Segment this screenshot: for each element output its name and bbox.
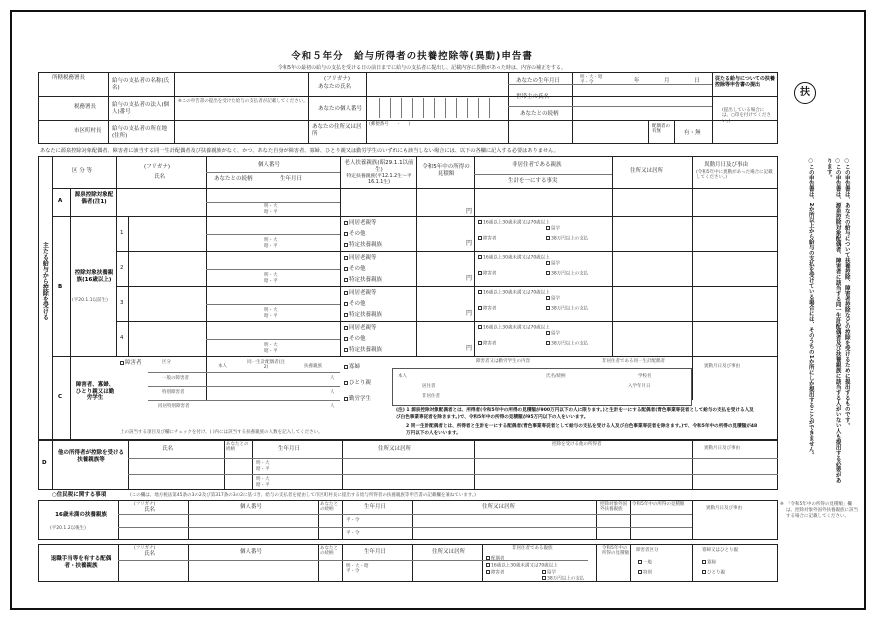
ret-furigana: (フリガナ) — [134, 546, 156, 551]
row-b1-nr1[interactable]: 16歳以上30歳未満又は70歳以上 — [478, 220, 550, 226]
ret-number: 個人番号 — [240, 549, 263, 555]
row-b4-num: 4 — [120, 335, 124, 341]
u16-era2[interactable]: 平・令 — [346, 531, 360, 536]
row-b1-opt3[interactable]: 特定扶養親族 — [344, 242, 382, 249]
d-address: 住所又は居所 — [378, 446, 412, 452]
col-change: 異動月日及び事由 — [704, 162, 749, 168]
birth-day-suffix: 日 — [694, 78, 700, 84]
c-change: 異動月日及び事由 — [704, 364, 740, 369]
row-b3-nr3[interactable]: 障害者 — [478, 306, 497, 312]
row-b3-opt1[interactable]: 同居老親等 — [344, 290, 377, 297]
payer-address-label: 給与の支払者の所在地(住所) — [112, 126, 168, 139]
row-c-letter: C — [58, 394, 63, 400]
right-note-1: ○この申告書は、あなたの給与について扶養控除、障害者控除などの控除を受けるために提出するものです。 — [843, 158, 850, 428]
tax-office-label: 所轄税務署長 — [52, 75, 86, 81]
u16-nonres-exclusion: 控除対象外国外扶養親族 — [600, 502, 627, 513]
your-address-label: あなたの住所又は居所 — [312, 124, 362, 137]
c-cohabiting: 同居特別障害者 — [158, 404, 190, 409]
row-b3-yen: 円 — [466, 310, 473, 317]
retire-label: 退職手当等を有する配偶者・扶養親族 — [50, 556, 112, 569]
furigana-label: (フリガナ) — [324, 76, 351, 82]
ret-disabled-cat: 障害者区分 — [636, 548, 659, 553]
ret-single-parent[interactable]: ひとり親 — [702, 570, 725, 576]
col-nonresident: 非居住者である親族 — [512, 162, 562, 168]
c-in-person: 本人 — [398, 374, 407, 379]
c-general: 一般の障害者 — [162, 376, 189, 381]
ret-nr4[interactable]: 留学 — [542, 570, 556, 576]
c-persons-2: 人 — [330, 390, 335, 395]
ret-relation: あなたとの続柄 — [320, 546, 338, 557]
d-birth: 生年月日 — [278, 446, 301, 452]
row-b2-num: 2 — [120, 265, 124, 271]
c-persons-3: 人 — [330, 404, 335, 409]
d-change: 異動月日及び事由 — [704, 446, 740, 451]
d-letter: D — [42, 460, 47, 466]
payer-number-note: ※この申告書の提出を受けた給与の支払者が記載してください。 — [178, 99, 308, 104]
postal-label: (郵便番号 - ) — [369, 122, 411, 127]
c-disabled[interactable]: 障害者 — [120, 360, 142, 367]
under16-label: 16歳未満の扶養親族 — [55, 512, 107, 518]
c-student[interactable]: 勤労学生 — [344, 396, 371, 403]
c-school: 学校名 — [638, 374, 652, 379]
row-b2-nr3[interactable]: 障害者 — [478, 271, 497, 277]
ret-nr3[interactable]: 障害者 — [486, 570, 505, 576]
row-a-label: 源泉控除対象配偶者(注1) — [74, 192, 114, 205]
ret-special[interactable]: 特別 — [638, 570, 652, 576]
row-a-era2[interactable]: 昭・平 — [264, 210, 278, 215]
payer-name-label: 給与の支払者の名称(氏名) — [112, 78, 170, 91]
d-era3[interactable]: 明・大 — [256, 477, 270, 482]
u16-address: 住所又は居所 — [482, 504, 516, 510]
intro-text: あなたに源泉控除対象配偶者、障害者に該当する同一生計配偶者及び扶養親族がなく、かつ、あなた自身が障害者、寡婦、ひとり親又は勤労学生のいずれにも該当しない場合には、以下の各欄に記入する必要はありません。 — [40, 148, 559, 154]
birth-label: あなたの生年月日 — [516, 78, 561, 84]
householder-label: 世帯主の氏名 — [516, 94, 550, 100]
birth-era-options[interactable]: 明・大・昭 平・令 — [580, 75, 603, 86]
c-name-col: 氏名/続柄 — [546, 374, 566, 379]
d-label: 他の所得者が控除を受ける扶養親族等 — [57, 450, 124, 463]
d-other-payer: 控除を受ける他の所得者 — [552, 442, 602, 447]
c-persons-1: 人 — [330, 376, 335, 381]
ret-nr2[interactable]: 16歳以上30歳未満又は70歳以上 — [486, 563, 558, 569]
row-b1-era2[interactable]: 昭・平 — [264, 244, 278, 249]
col-name: 氏名 — [154, 174, 166, 180]
col-address: 住所又は居所 — [630, 168, 664, 174]
row-b3-opt2[interactable]: その他 — [344, 301, 366, 308]
row-b1-nr4[interactable]: 38万円以上の支払 — [546, 236, 588, 242]
d-name: 氏名 — [162, 446, 174, 452]
ret-nr1[interactable]: 配偶者 — [486, 556, 505, 562]
col-same-life: 生計を一にする事実 — [508, 178, 558, 184]
row-b3-num: 3 — [120, 300, 124, 306]
your-name-label: あなたの氏名 — [318, 84, 352, 90]
u16-birth: 生年月日 — [364, 504, 387, 510]
side-title: 従たる給与についての扶養控除等申告書の提出 — [715, 76, 775, 88]
row-b4-nr2[interactable]: 留学 — [546, 331, 560, 337]
row-b1-opt2[interactable]: その他 — [344, 231, 366, 238]
ret-widow-single: 寡婦又はひとり親 — [702, 548, 738, 553]
row-b4-era2[interactable]: 昭・平 — [264, 349, 278, 354]
under16-sub: (平20.1.2以後生) — [50, 526, 86, 531]
row-b4-nr1[interactable]: 16歳以上30歳未満又は70歳以上 — [478, 325, 550, 331]
col-birth: 生年月日 — [280, 176, 303, 182]
ret-era[interactable]: 明・大・昭 平・令 — [346, 564, 369, 575]
row-b3-nr2[interactable]: 留学 — [546, 296, 560, 302]
c-residence: 居住者 — [422, 384, 436, 389]
ret-nr5[interactable]: 38万円以上の支払 — [542, 576, 584, 582]
your-name-input[interactable] — [368, 74, 506, 94]
c-category: 区分 — [162, 360, 171, 365]
birth-year-suffix: 年 — [634, 78, 640, 84]
c-nonresident-col: 非居住者である同一生計配偶者 — [602, 359, 665, 364]
form-subtitle: 令和5年の最初の給与の支払を受ける日の前日までに給与の支払者に提出し、記載内容に異動があった時は、内容の補正をする。 — [277, 65, 567, 71]
u16-number: 個人番号 — [240, 504, 263, 510]
row-b-letter: B — [58, 284, 63, 290]
row-b1-era[interactable]: 明・大 — [264, 238, 278, 243]
row-b2-opt3[interactable]: 特定扶養親族 — [344, 277, 382, 284]
c-same-spouse: 同一生計配偶者(注2) — [247, 360, 285, 371]
col-elderly: 老人扶養親族(昭29.1.1以前生) — [344, 160, 414, 173]
row-b2-nr1[interactable]: 16歳以上30歳未満又は70歳以上 — [478, 255, 550, 261]
fu-mark: 扶 — [794, 82, 816, 104]
row-a-letter: A — [58, 198, 63, 204]
col-relation: あなたとの続柄 — [214, 176, 253, 182]
main-section-label: 主たる給与から控除を受ける — [41, 242, 49, 320]
right-note-2: ○この申告書は、源泉控除対象配偶者、障害者に該当する同一生計配偶者及び扶養親族に該当する人がいない人も提出する必要があります。 — [825, 158, 841, 483]
spouse-value[interactable]: 有・無 — [684, 130, 701, 136]
row-b4-opt3[interactable]: 特定扶養親族 — [344, 347, 382, 354]
form-frame — [10, 10, 866, 610]
d-relation: あなたとの続柄 — [226, 442, 249, 453]
row-a-yen: 円 — [466, 208, 473, 215]
c-note2: 2 同一生計配偶者とは、所得者と生計を一にする配偶者(青色事業専従者として給与の支払を受ける人及び白色事業専従者を除きます。)で、令和5年中の所得の見積額が48万円以下の人をいいます。 — [406, 424, 758, 436]
row-b3-era2[interactable]: 昭・平 — [264, 314, 278, 319]
u16-income: 令和5年中の所得の見積額 — [632, 502, 685, 507]
row-b4-nr3[interactable]: 障害者 — [478, 341, 497, 347]
d-era1[interactable]: 明・大 — [256, 461, 270, 466]
ret-address: 住所又は居所 — [432, 549, 466, 555]
row-b3-era[interactable]: 明・大 — [264, 308, 278, 313]
row-b3-nr4[interactable]: 38万円以上の支払 — [546, 306, 588, 312]
row-b-label: 控除対象扶養親族(16歳以上) — [74, 270, 114, 283]
c-special: 特別障害者 — [162, 390, 185, 395]
row-c-label: 障害者、寡婦、ひとり親又は勤労学生 — [75, 382, 115, 402]
row-b4-opt1[interactable]: 同居老親等 — [344, 325, 377, 332]
payer-address-input[interactable] — [176, 122, 306, 142]
row-a-era[interactable]: 明・大 — [264, 204, 278, 209]
resident-tax-note: (この欄は、地方税法第45条の3の2及び第317条の3の2に基づき、給与の支払者を経由して市区町村長に提出する給与所得者の扶養親族等申告書の記載欄を兼ねています。) — [130, 493, 476, 498]
tax-office-suffix: 税務署長 — [74, 104, 97, 110]
row-b1-nr2[interactable]: 留学 — [546, 226, 560, 232]
your-number-input[interactable] — [368, 98, 506, 118]
relationship-label: あなたとの続柄 — [520, 111, 559, 117]
side-note: (提出している場合には、○印を付けてください。) — [722, 108, 771, 124]
row-b-sub: (平20.1.1以前生) — [72, 298, 108, 303]
c-detail: 障害者又は勤労学生の内容 — [476, 359, 530, 364]
row-b4-opt2[interactable]: その他 — [344, 336, 366, 343]
ret-nr-relative: 非居住者である親族 — [512, 546, 553, 551]
ret-name: 氏名 — [144, 551, 156, 557]
col-income: 令和5年中の所得の見積額 — [422, 164, 470, 177]
row-b2-nr2[interactable]: 留学 — [546, 261, 560, 267]
ret-income: 令和5年中の所得の見積額 — [602, 546, 629, 557]
payer-name-input[interactable] — [176, 74, 306, 94]
row-b2-yen: 円 — [466, 275, 473, 282]
payer-number-input[interactable] — [176, 106, 306, 118]
row-b1-nr3[interactable]: 障害者 — [478, 236, 497, 242]
row-b2-era2[interactable]: 昭・平 — [264, 279, 278, 284]
relationship-input[interactable] — [574, 106, 710, 118]
row-b1-num: 1 — [120, 230, 124, 236]
right-note-3: ○この申告書は、2か所以上から給与の支払を受けている場合には、そのうちの1か所にしか提出することができません。 — [807, 158, 814, 458]
u16-era1[interactable]: 平・令 — [346, 518, 360, 523]
row-b2-era[interactable]: 明・大 — [264, 273, 278, 278]
spouse-label: 配偶者の有無 — [652, 124, 670, 135]
row-b3-nr1[interactable]: 16歳以上30歳未満又は70歳以上 — [478, 290, 550, 296]
form-title: 令和５年分 給与所得者の扶養控除等(異動)申告書 — [291, 51, 533, 62]
d-era2[interactable]: 昭・平 — [256, 467, 270, 472]
col-number: 個人番号 — [258, 162, 281, 168]
u16-change: 異動月日及び事由 — [706, 506, 742, 511]
c-check-note: 上の該当する項目及び欄にチェックを付け、( )内には該当する扶養親族の人数を記入してください。 — [120, 430, 323, 435]
ret-birth: 生年月日 — [364, 549, 387, 555]
your-number-label: あなたの個人番号 — [318, 106, 363, 112]
birth-month-suffix: 月 — [664, 78, 670, 84]
c-self: 本人 — [218, 364, 227, 369]
u16-relation: あなたとの続柄 — [320, 502, 338, 513]
row-b4-yen: 円 — [466, 345, 473, 352]
row-b4-nr4[interactable]: 38万円以上の支払 — [546, 341, 588, 347]
row-b1-opt1[interactable]: 同居老親等 — [344, 220, 377, 227]
row-b3-opt3[interactable]: 特定扶養親族 — [344, 312, 382, 319]
d-era4[interactable]: 昭・平 — [256, 483, 270, 488]
u16-furigana: (フリガナ) — [134, 502, 156, 507]
col-furigana: (フリガナ) — [144, 164, 171, 170]
city-mayor-label: 市区町村長 — [74, 128, 102, 134]
ret-widow[interactable]: 寡婦 — [702, 560, 716, 566]
c-widow[interactable]: 寡婦 — [344, 364, 360, 371]
c-in-japan: 入学年月日 — [628, 384, 651, 389]
rt-asterisk: ※ — [780, 502, 784, 507]
col-change-note: (令和5年中に異動があった場合に記載してください。) — [696, 170, 773, 181]
householder-input[interactable] — [574, 88, 710, 104]
row-b2-opt2[interactable]: その他 — [344, 266, 366, 273]
row-a-name-input[interactable] — [118, 190, 204, 214]
col-specific: 特定扶養親族(平12.1.2生～平16.1.1生) — [346, 174, 412, 185]
c-single-parent[interactable]: ひとり親 — [344, 380, 371, 387]
payer-number-label: 給与の支払者の法人(個人)番号 — [112, 102, 170, 115]
u16-name: 氏名 — [144, 507, 156, 513]
rt-side-note: 「令和5年中の所得の見積額」欄は、控除対象外国外扶養親族に該当する場合に記載してください。 — [786, 502, 858, 519]
c-nonres: 非居住者 — [422, 394, 440, 399]
c-dependent: 扶養親族 — [304, 364, 322, 369]
resident-tax-header: ○住民税に関する事項 — [52, 492, 107, 498]
your-address-input[interactable] — [368, 130, 506, 143]
row-b4-era[interactable]: 明・大 — [264, 343, 278, 348]
ret-general[interactable]: 一般 — [638, 560, 652, 566]
row-b2-opt1[interactable]: 同居老親等 — [344, 255, 377, 262]
c-note1: (注) 1 源泉控除対象配偶者とは、所得者(令和5年中の所得の見積額が900万円以下の人に限ります。)と生計を一にする配偶者(青色事業専従者として給与の支払を受ける人及び白色事業専従者を除きます。)で、令和5年中の所得の見積額が95万円以下の人をいいます。 — [396, 408, 754, 420]
row-b1-yen: 円 — [466, 240, 473, 247]
col-kubun: 区 分 等 — [72, 168, 92, 174]
row-b2-nr4[interactable]: 38万円以上の支払 — [546, 271, 588, 277]
